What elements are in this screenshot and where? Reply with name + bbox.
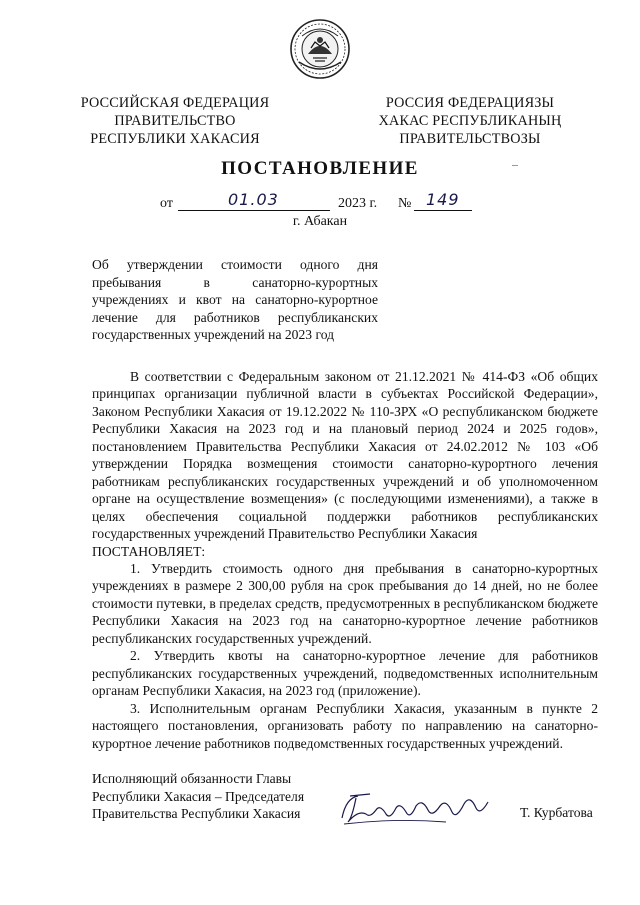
header-right xyxy=(360,94,580,148)
item-2: 2. Утвердить квоты на санаторно-курортное лечение для работников республиканских государственных учреждений, подведомственных исполнительным органам Республики Хакасия, на 2023 год (приложение). xyxy=(92,648,598,699)
handwritten-signature xyxy=(336,788,496,832)
item-3: 3. Исполнительным органам Республики Хакасия, указанным в пункте 2 настоящего постановления, организовать работу по направлению на санаторно-курортное лечение работников подведомственных государственных учреждений. xyxy=(92,700,598,751)
subject-line: учреждениях и квот на санаторно-курортное xyxy=(92,292,378,308)
preamble: В соответствии с Федеральным законом от 21.12.2021 № 414-ФЗ «Об общих принципах организации публичной власти в субъектах Российской Федерации», Законом Республики Хакасия от 19.12.2022 № 110-ЗРХ «О республиканском бюджете Республики Хакасия на 2023 год и на плановый период 2024 и 2025 годов», постановлением Правительства Республики Хакасия от 24.02.2012 № 103 «Об утверждении Порядка возмещения стоимости санаторно-курортного лечения работникам республиканских государственных учреждений и об уполномоченном органе на осуществление возмещения» (с последующими изменениями), а также в целях обеспечения социальной поддержки работников республиканских государственных учреждений Правительство Республики Хакасия xyxy=(92,369,598,542)
header-right-line: ХАКАС РЕСПУБЛИКАНЫҢ xyxy=(378,113,562,129)
header-right-line: ПРАВИТЕЛЬСТВОЗЫ xyxy=(399,131,541,147)
item-1: 1. Утвердить стоимость одного дня пребывания в санаторно-курортных учреждениях в размере 2 300,00 рубля на срок пребывания до 14 дней, но не более стоимости путевки, в пределах средств, предусмотренных в республиканском бюджете Республики Хакасия на 2023 год на санаторно-курортное лечение работников республиканских государственных учреждений. xyxy=(92,560,598,646)
subject-line: государственных учреждений на 2023 год xyxy=(92,327,335,343)
coat-of-arms-icon xyxy=(289,18,351,80)
header-left-line: РОССИЙСКАЯ ФЕДЕРАЦИЯ xyxy=(80,95,270,111)
document-body xyxy=(92,368,598,752)
from-label: от xyxy=(160,196,173,211)
position-line: Исполняющий обязанности Главы xyxy=(92,771,292,786)
subject-line: пребывания в санаторно-курортных xyxy=(92,274,378,290)
date-handwritten: 01.03 xyxy=(228,190,279,209)
header-right-line: РОССИЯ ФЕДЕРАЦИЯЗЫ xyxy=(385,95,555,111)
document-title: ПОСТАНОВЛЕНИЕ xyxy=(221,158,419,179)
signatory-position xyxy=(92,770,332,823)
subject-line: лечение для работников республиканских xyxy=(92,309,378,325)
subject-line: Об утверждении стоимости одного дня xyxy=(92,257,378,272)
position-line: Правительства Республики Хакасия xyxy=(92,806,301,821)
subject xyxy=(92,256,378,344)
number-label: № xyxy=(398,196,412,211)
header-left-line: РЕСПУБЛИКИ ХАКАСИЯ xyxy=(90,131,260,147)
signatory-name: Т. Курбатова xyxy=(520,805,593,820)
city: г. Абакан xyxy=(292,214,348,229)
number-handwritten: 149 xyxy=(426,190,460,209)
position-line: Республики Хакасия – Председателя xyxy=(92,788,305,804)
date-line xyxy=(0,190,640,214)
year-label: 2023 г. xyxy=(338,196,378,211)
header-left-line: ПРАВИТЕЛЬСТВО xyxy=(114,113,236,129)
header-left xyxy=(70,94,280,148)
resolve-word: ПОСТАНОВЛЯЕТ: xyxy=(92,543,206,559)
